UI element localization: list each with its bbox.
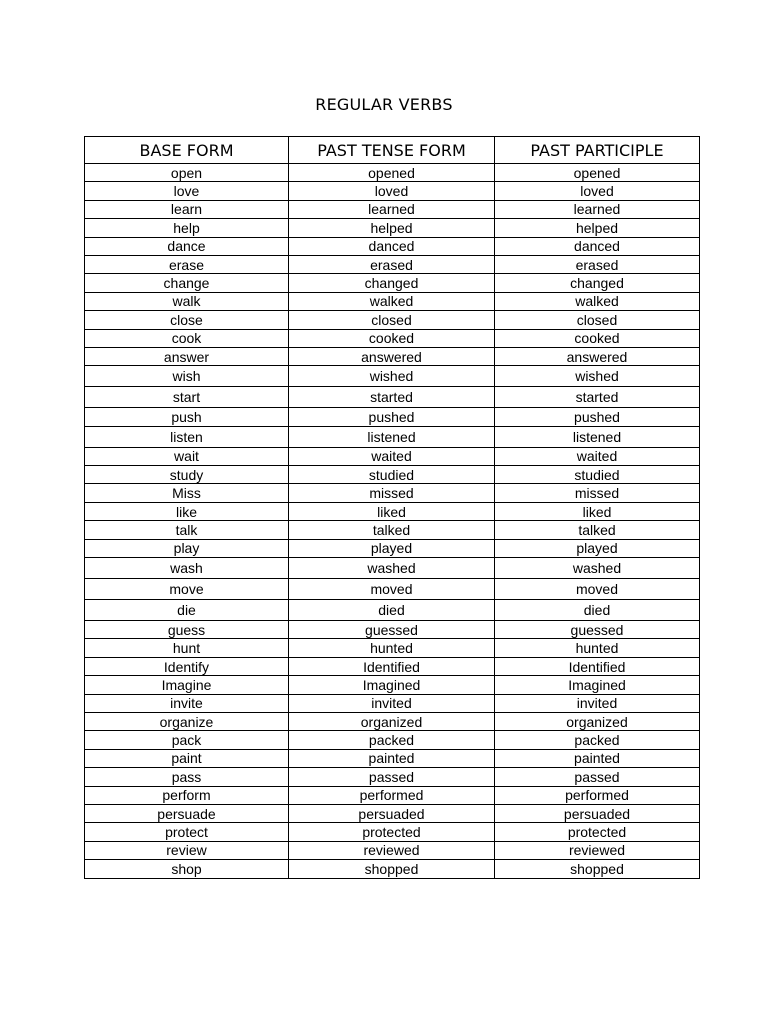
table-row	[85, 274, 700, 292]
table-row	[85, 579, 700, 600]
header-row	[85, 137, 700, 164]
base-form-cell: die	[85, 600, 289, 621]
past-tense-cell: organized	[289, 712, 495, 730]
header-base-form: BASE FORM	[85, 137, 289, 164]
table-row	[85, 823, 700, 841]
past-tense-cell: pushed	[289, 408, 495, 426]
table-row	[85, 466, 700, 484]
past-participle-cell: Imagined	[495, 676, 700, 694]
table-row	[85, 200, 700, 218]
past-tense-cell: passed	[289, 768, 495, 786]
past-participle-cell: opened	[495, 164, 700, 182]
base-form-cell: paint	[85, 749, 289, 767]
base-form-cell: cook	[85, 329, 289, 347]
past-tense-cell: liked	[289, 502, 495, 520]
base-form-cell: start	[85, 387, 289, 408]
base-form-cell: shop	[85, 860, 289, 878]
past-tense-cell: cooked	[289, 329, 495, 347]
past-tense-cell: washed	[289, 558, 495, 579]
past-participle-cell: protected	[495, 823, 700, 841]
past-participle-cell: waited	[495, 447, 700, 465]
table-row	[85, 558, 700, 579]
table-row	[85, 694, 700, 712]
table-row	[85, 786, 700, 804]
past-participle-cell: invited	[495, 694, 700, 712]
past-tense-cell: changed	[289, 274, 495, 292]
base-form-cell: review	[85, 841, 289, 859]
past-tense-cell: invited	[289, 694, 495, 712]
past-participle-cell: listened	[495, 426, 700, 447]
past-participle-cell: changed	[495, 274, 700, 292]
base-form-cell: love	[85, 182, 289, 200]
past-tense-cell: Identified	[289, 657, 495, 675]
past-participle-cell: loved	[495, 182, 700, 200]
past-participle-cell: persuaded	[495, 804, 700, 822]
past-tense-cell: performed	[289, 786, 495, 804]
table-row	[85, 311, 700, 329]
past-participle-cell: pushed	[495, 408, 700, 426]
table-row	[85, 347, 700, 365]
past-participle-cell: wished	[495, 366, 700, 387]
verbs-table	[84, 136, 700, 879]
past-tense-cell: played	[289, 539, 495, 557]
base-form-cell: play	[85, 539, 289, 557]
past-participle-cell: packed	[495, 731, 700, 749]
past-participle-cell: performed	[495, 786, 700, 804]
base-form-cell: invite	[85, 694, 289, 712]
table-row	[85, 484, 700, 502]
header-past-participle: PAST PARTICIPLE	[495, 137, 700, 164]
past-tense-cell: waited	[289, 447, 495, 465]
past-participle-cell: danced	[495, 237, 700, 255]
past-participle-cell: passed	[495, 768, 700, 786]
past-tense-cell: answered	[289, 347, 495, 365]
table-row	[85, 804, 700, 822]
base-form-cell: move	[85, 579, 289, 600]
past-tense-cell: reviewed	[289, 841, 495, 859]
table-row	[85, 657, 700, 675]
past-participle-cell: Identified	[495, 657, 700, 675]
past-tense-cell: danced	[289, 237, 495, 255]
base-form-cell: talk	[85, 521, 289, 539]
past-participle-cell: closed	[495, 311, 700, 329]
table-row	[85, 841, 700, 859]
base-form-cell: learn	[85, 200, 289, 218]
table-row	[85, 731, 700, 749]
past-tense-cell: packed	[289, 731, 495, 749]
past-tense-cell: listened	[289, 426, 495, 447]
past-tense-cell: wished	[289, 366, 495, 387]
base-form-cell: guess	[85, 621, 289, 639]
past-participle-cell: learned	[495, 200, 700, 218]
table-row	[85, 219, 700, 237]
base-form-cell: perform	[85, 786, 289, 804]
past-tense-cell: loved	[289, 182, 495, 200]
table-row	[85, 521, 700, 539]
table-row	[85, 426, 700, 447]
past-tense-cell: moved	[289, 579, 495, 600]
past-participle-cell: walked	[495, 292, 700, 310]
past-tense-cell: died	[289, 600, 495, 621]
page-title: REGULAR VERBS	[315, 95, 453, 114]
past-tense-cell: closed	[289, 311, 495, 329]
past-participle-cell: guessed	[495, 621, 700, 639]
table-row	[85, 366, 700, 387]
table-row	[85, 182, 700, 200]
past-participle-cell: washed	[495, 558, 700, 579]
table-row	[85, 255, 700, 273]
past-participle-cell: talked	[495, 521, 700, 539]
base-form-cell: erase	[85, 255, 289, 273]
table-row	[85, 539, 700, 557]
table-row	[85, 447, 700, 465]
verb-rows	[85, 164, 700, 879]
base-form-cell: wish	[85, 366, 289, 387]
past-participle-cell: reviewed	[495, 841, 700, 859]
base-form-cell: hunt	[85, 639, 289, 657]
past-participle-cell: answered	[495, 347, 700, 365]
past-participle-cell: started	[495, 387, 700, 408]
past-tense-cell: started	[289, 387, 495, 408]
base-form-cell: protect	[85, 823, 289, 841]
past-participle-cell: missed	[495, 484, 700, 502]
base-form-cell: like	[85, 502, 289, 520]
base-form-cell: persuade	[85, 804, 289, 822]
past-tense-cell: Imagined	[289, 676, 495, 694]
base-form-cell: wash	[85, 558, 289, 579]
past-participle-cell: played	[495, 539, 700, 557]
base-form-cell: Miss	[85, 484, 289, 502]
past-participle-cell: cooked	[495, 329, 700, 347]
table-row	[85, 502, 700, 520]
past-tense-cell: opened	[289, 164, 495, 182]
past-tense-cell: persuaded	[289, 804, 495, 822]
past-participle-cell: helped	[495, 219, 700, 237]
table-row	[85, 329, 700, 347]
table-row	[85, 639, 700, 657]
past-tense-cell: learned	[289, 200, 495, 218]
base-form-cell: wait	[85, 447, 289, 465]
past-participle-cell: erased	[495, 255, 700, 273]
base-form-cell: Identify	[85, 657, 289, 675]
table-row	[85, 387, 700, 408]
past-participle-cell: liked	[495, 502, 700, 520]
base-form-cell: close	[85, 311, 289, 329]
past-tense-cell: erased	[289, 255, 495, 273]
past-participle-cell: studied	[495, 466, 700, 484]
base-form-cell: listen	[85, 426, 289, 447]
table-row	[85, 237, 700, 255]
past-tense-cell: guessed	[289, 621, 495, 639]
past-tense-cell: walked	[289, 292, 495, 310]
past-tense-cell: painted	[289, 749, 495, 767]
base-form-cell: study	[85, 466, 289, 484]
table-row	[85, 860, 700, 878]
base-form-cell: walk	[85, 292, 289, 310]
base-form-cell: change	[85, 274, 289, 292]
base-form-cell: Imagine	[85, 676, 289, 694]
past-participle-cell: shopped	[495, 860, 700, 878]
base-form-cell: help	[85, 219, 289, 237]
table-row	[85, 600, 700, 621]
base-form-cell: open	[85, 164, 289, 182]
past-tense-cell: missed	[289, 484, 495, 502]
past-participle-cell: died	[495, 600, 700, 621]
base-form-cell: answer	[85, 347, 289, 365]
base-form-cell: dance	[85, 237, 289, 255]
table-row	[85, 292, 700, 310]
past-participle-cell: moved	[495, 579, 700, 600]
past-tense-cell: studied	[289, 466, 495, 484]
base-form-cell: pass	[85, 768, 289, 786]
past-participle-cell: painted	[495, 749, 700, 767]
past-participle-cell: hunted	[495, 639, 700, 657]
base-form-cell: organize	[85, 712, 289, 730]
table-row	[85, 749, 700, 767]
past-tense-cell: talked	[289, 521, 495, 539]
past-tense-cell: hunted	[289, 639, 495, 657]
past-tense-cell: shopped	[289, 860, 495, 878]
table-row	[85, 164, 700, 182]
base-form-cell: pack	[85, 731, 289, 749]
past-tense-cell: helped	[289, 219, 495, 237]
table-row	[85, 712, 700, 730]
past-participle-cell: organized	[495, 712, 700, 730]
header-past-tense-form: PAST TENSE FORM	[289, 137, 495, 164]
table-row	[85, 676, 700, 694]
table-row	[85, 768, 700, 786]
base-form-cell: push	[85, 408, 289, 426]
table-row	[85, 621, 700, 639]
table-row	[85, 408, 700, 426]
past-tense-cell: protected	[289, 823, 495, 841]
